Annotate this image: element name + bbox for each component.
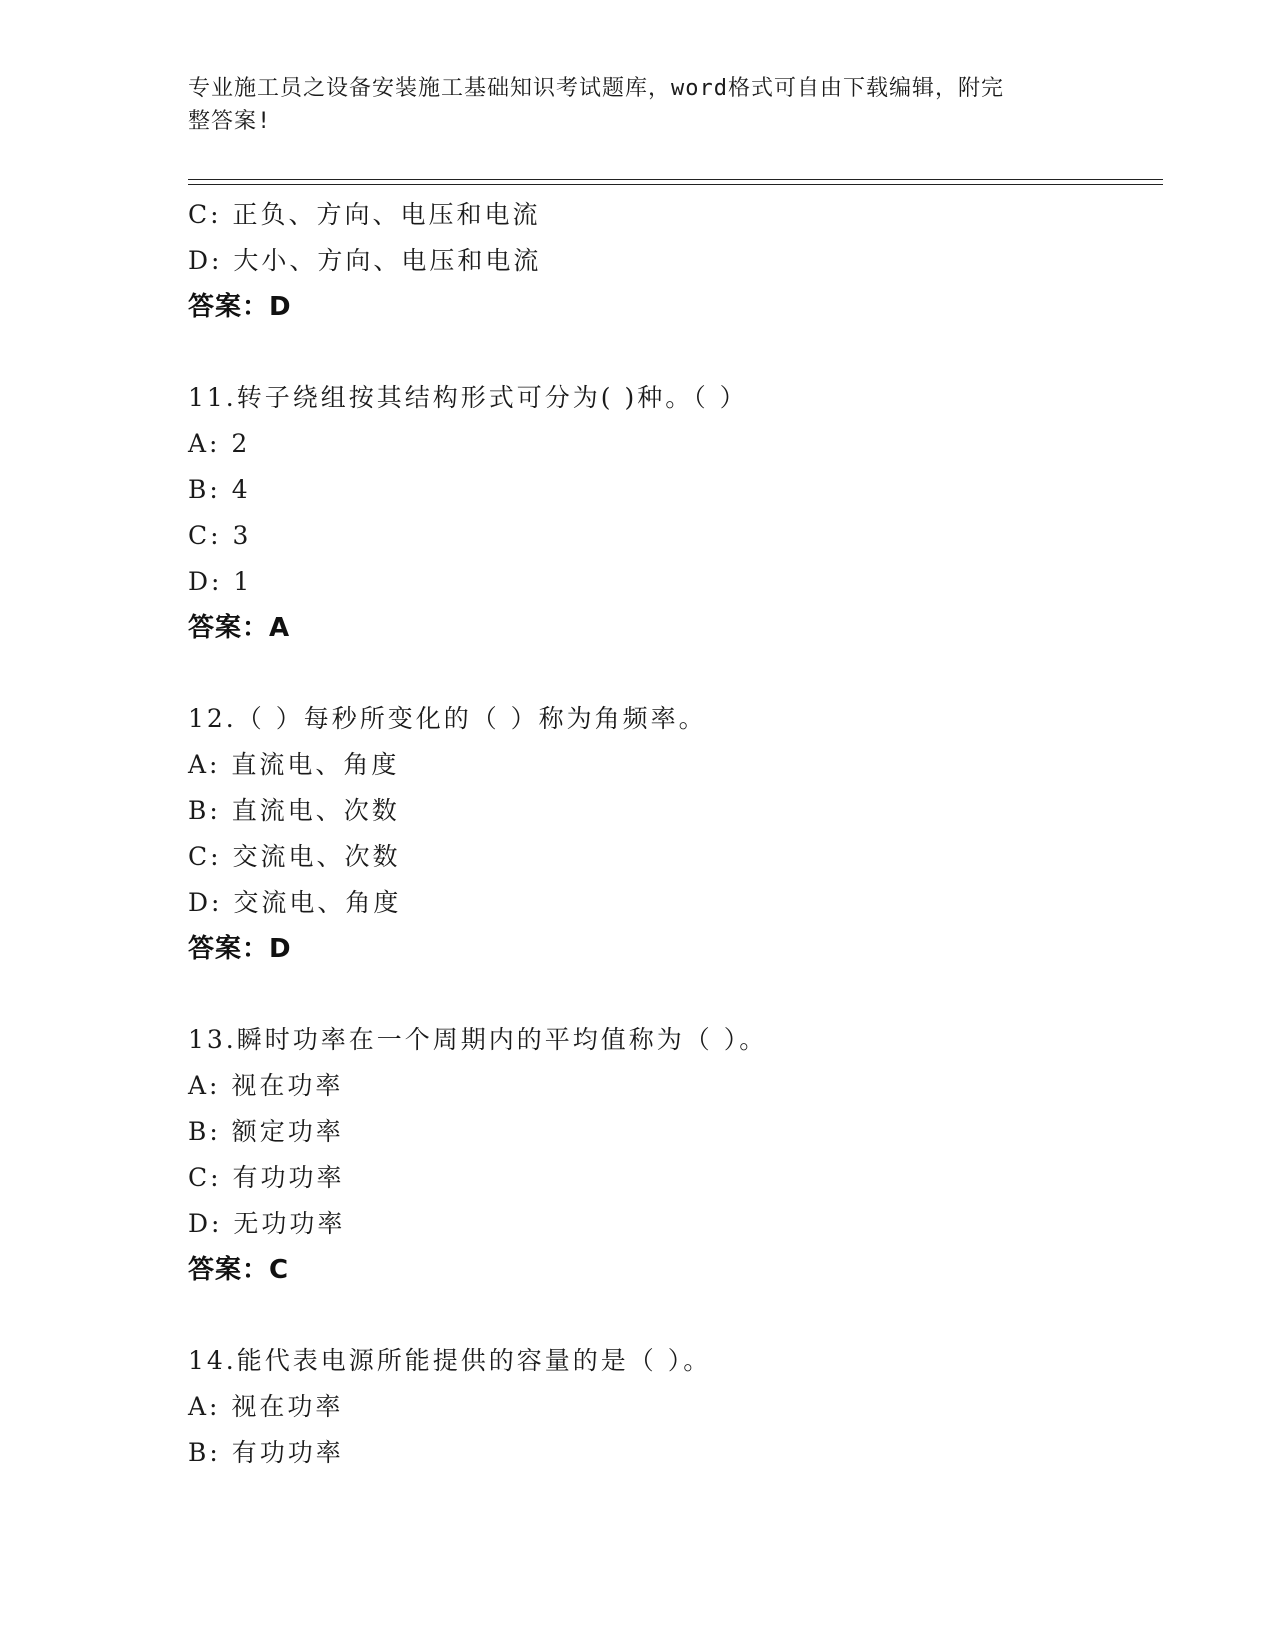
header-divider-bottom [188,184,1163,185]
spacer [188,1293,1163,1338]
spacer [188,972,1163,1017]
option-d: D: 交流电、角度 [188,888,402,917]
option-b: B: 4 [188,475,251,504]
header-divider-top [188,179,1163,180]
header-line-2: 整答案! [188,109,272,134]
header-line-1: 专业施工员之设备安装施工基础知识考试题库，word格式可自由下载编辑，附完 [188,76,1004,101]
option-a: A: 视在功率 [188,1071,344,1100]
document-header [188,72,1088,138]
option-d: D: 无功功率 [188,1209,346,1238]
option-c: C: 正负、方向、电压和电流 [188,200,541,229]
spacer [188,651,1163,696]
question-11 [188,375,1163,651]
option-c: C: 有功功率 [188,1163,345,1192]
question-text: 14.能代表电源所能提供的容量的是（ ）。 [188,1346,712,1375]
option-d: D: 大小、方向、电压和电流 [188,246,542,275]
answer: 答案：A [188,613,291,643]
option-a: A: 2 [188,429,251,458]
option-b: B: 额定功率 [188,1117,344,1146]
option-b: B: 有功功率 [188,1438,344,1467]
option-c: C: 3 [188,521,252,550]
option-a: A: 直流电、角度 [188,750,400,779]
question-text: 13.瞬时功率在一个周期内的平均值称为（ ）。 [188,1025,768,1054]
option-d: D: 1 [188,567,253,596]
answer: 答案：D [188,292,292,322]
option-a: A: 视在功率 [188,1392,344,1421]
question-text: 11.转子绕组按其结构形式可分为( )种。（ ） [188,383,748,412]
question-10-tail [188,192,1163,330]
question-list [188,192,1163,1476]
question-14 [188,1338,1163,1476]
question-12 [188,696,1163,972]
option-b: B: 直流电、次数 [188,796,400,825]
answer: 答案：D [188,934,292,964]
option-c: C: 交流电、次数 [188,842,401,871]
answer: 答案：C [188,1255,290,1285]
question-13 [188,1017,1163,1293]
spacer [188,330,1163,375]
question-text: 12.（ ）每秒所变化的（ ）称为角频率。 [188,704,707,733]
